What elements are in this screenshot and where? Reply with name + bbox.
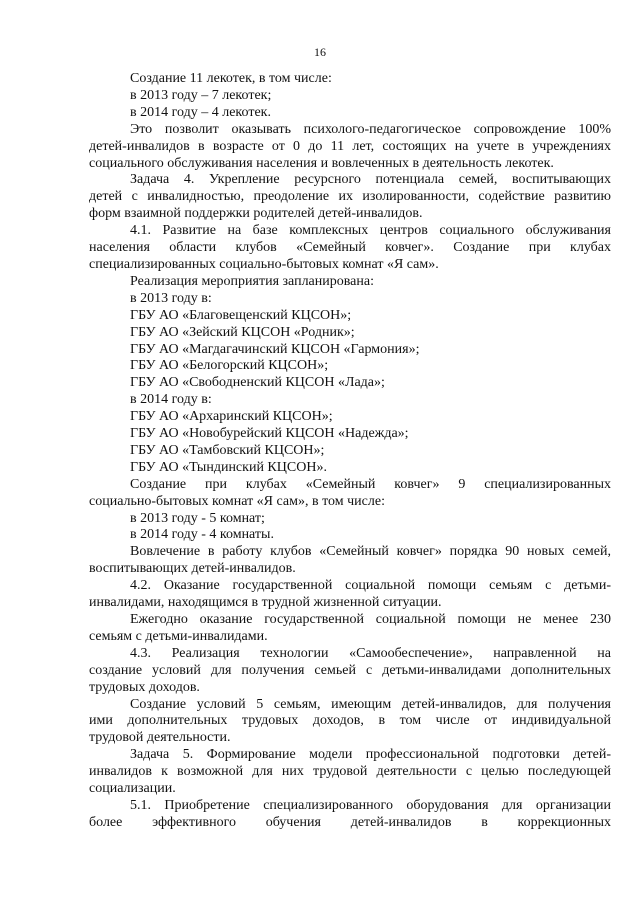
text-line: трудовой деятельности.: [89, 730, 231, 746]
text-line: детей с инвалидностью, преодоление их изолированности, содействие развитию: [89, 189, 611, 205]
text-line: в 2013 году – 7 лекотек;: [130, 87, 272, 103]
text-line: 5.1. Приобретение специализированного оборудования для организации: [130, 797, 611, 813]
page-number: 16: [314, 45, 326, 59]
text-line: Ежегодно оказание государственной социальной помощи не менее 230: [130, 612, 611, 627]
text-line: социализации.: [89, 781, 176, 797]
text-line: 4.2. Оказание государственной социальной помощи семьям с детьми-: [130, 578, 611, 594]
text-line: детей-инвалидов в возрасте от 0 до 11 лет, состоящих на учете в учреждениях: [89, 138, 611, 154]
text-line: ГБУ АО «Зейский КЦСОН «Родник»;: [130, 324, 355, 340]
text-line: в 2014 году – 4 лекотек.: [130, 104, 271, 120]
document-body: [89, 71, 611, 832]
text-line: воспитывающих детей-инвалидов.: [89, 561, 296, 577]
text-line: социально-бытовых комнат «Я сам», в том числе:: [89, 493, 385, 509]
text-line: ГБУ АО «Благовещенский КЦСОН»;: [130, 307, 352, 323]
text-line: ГБУ АО «Новобурейский КЦСОН «Надежда»;: [130, 426, 409, 442]
text-line: Это позволит оказывать психолого-педагогическое сопровождение 100%: [130, 121, 611, 137]
text-line: ГБУ АО «Тамбовский КЦСОН»;: [130, 442, 325, 458]
text-line: Вовлечение в работу клубов «Семейный ковчег» порядка 90 новых семей,: [130, 544, 611, 560]
text-line: создание условий для получения семьей с детьми-инвалидами дополнительных: [89, 662, 611, 678]
text-line: в 2013 году - 5 комнат;: [130, 510, 265, 526]
text-line: ими дополнительных трудовых доходов, в том числе от индивидуальной: [89, 713, 611, 729]
text-line: Задача 4. Укрепление ресурсного потенциала семей, воспитывающих: [130, 172, 611, 188]
text-line: социального обслуживания населения и вовлеченных в деятельность лекотек.: [89, 155, 554, 171]
text-line: ГБУ АО «Свободненский КЦСОН «Лада»;: [130, 375, 385, 391]
text-line: ГБУ АО «Магдагачинский КЦСОН «Гармония»;: [130, 341, 420, 357]
text-line: в 2014 году в:: [130, 392, 212, 408]
text-line: Задача 5. Формирование модели профессиональной подготовки детей-: [130, 747, 611, 763]
text-line: в 2013 году в:: [130, 290, 212, 306]
text-line: населения области клубов «Семейный ковчег». Создание при клубах: [89, 240, 611, 256]
text-line: более эффективного обучения детей-инвалидов в коррекционных: [89, 814, 611, 830]
text-line: форм взаимной поддержки родителей детей-инвалидов.: [89, 206, 423, 222]
text-line: 4.1. Развитие на базе комплексных центров социального обслуживания: [130, 223, 611, 239]
text-line: 4.3. Реализация технологии «Самообеспечение», направленной на: [130, 645, 611, 661]
text-line: Реализация мероприятия запланирована:: [130, 273, 374, 289]
text-line: ГБУ АО «Тындинский КЦСОН».: [130, 459, 327, 475]
text-line: Создание условий 5 семьям, имеющим детей-инвалидов, для получения: [130, 696, 611, 712]
text-line: семьям с детьми-инвалидами.: [89, 628, 268, 644]
text-line: ГБУ АО «Архаринский КЦСОН»;: [130, 409, 333, 425]
text-line: инвалидов к возможной для них трудовой деятельности с целью последующей: [89, 764, 611, 780]
text-line: ГБУ АО «Белогорский КЦСОН»;: [130, 358, 329, 374]
text-line: инвалидами, находящимся в трудной жизненной ситуации.: [89, 595, 442, 611]
text-line: Создание при клубах «Семейный ковчег» 9 специализированных: [130, 476, 611, 492]
text-line: Создание 11 лекотек, в том числе:: [130, 71, 332, 86]
text-line: трудовых доходов.: [89, 679, 200, 695]
text-line: в 2014 году - 4 комнаты.: [130, 527, 274, 543]
text-line: специализированных социально-бытовых комнат «Я сам».: [89, 256, 439, 272]
